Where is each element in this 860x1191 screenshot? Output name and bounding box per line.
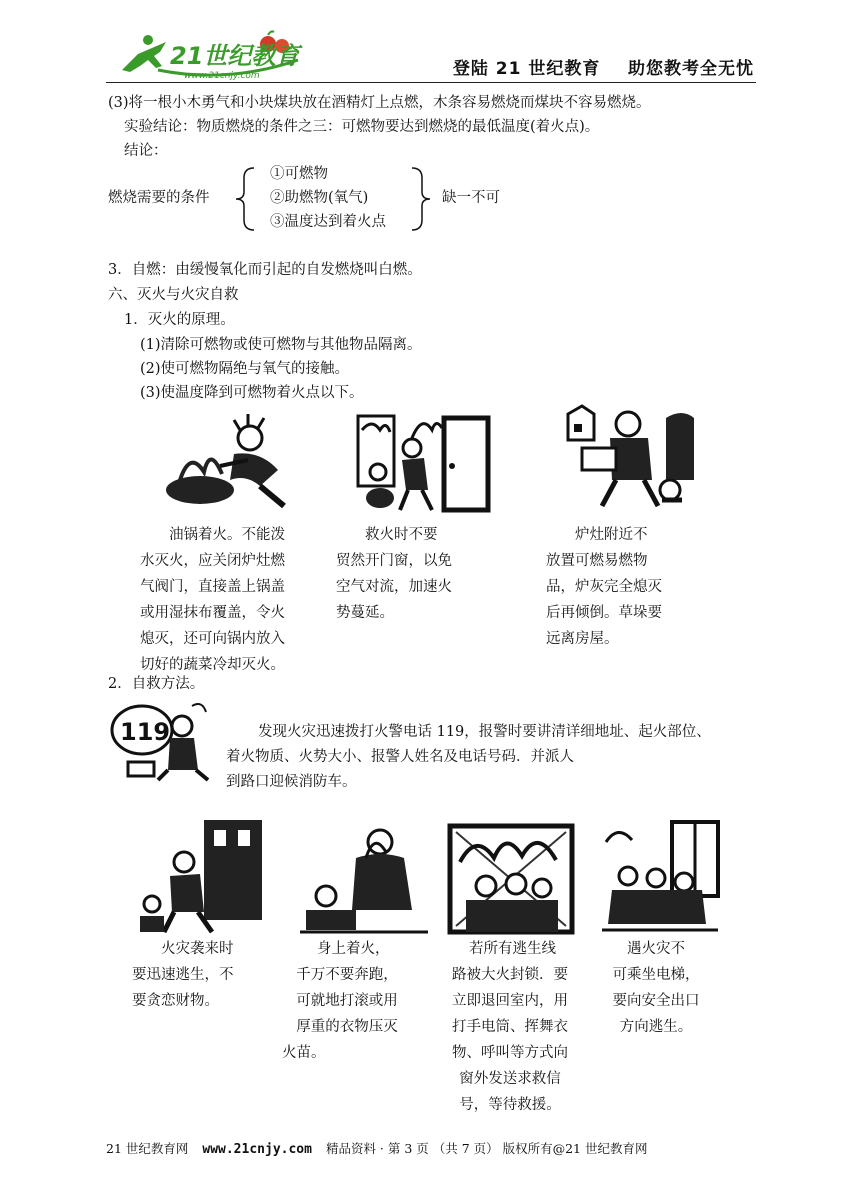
oil-pan-fire-icon — [160, 410, 292, 514]
avoid-elevator-icon — [598, 818, 722, 934]
header-divider — [106, 82, 756, 83]
caption-line: 或用湿抹布覆盖，令火 — [140, 605, 285, 621]
caption-line: 贸然开门窗，以免 — [336, 553, 452, 569]
footer-site: 21 世纪教育网 — [106, 1141, 189, 1156]
caption-line: 身上着火， — [288, 941, 390, 957]
principle-item: (2)使可燃物隔绝与氧气的接触。 — [140, 361, 350, 377]
caption-rolling — [282, 936, 412, 1066]
rescue-text: 发现火灾迅速拨打火警电话 119，报警时要讲清详细地址、起火部位、 — [258, 724, 711, 740]
caption-line: 油锅着火。不能泼 — [140, 527, 285, 543]
condition-item: ②助燃物(氧气) — [270, 190, 369, 206]
caption-line: 炉灶附近不 — [546, 527, 648, 543]
caption-elevator — [598, 936, 714, 1040]
caption-line: 路被大火封锁．要 — [452, 967, 568, 983]
caption-line: 窗外发送求救信 — [459, 1071, 561, 1087]
caption-line: 立即退回室内，用 — [452, 993, 568, 1009]
experiment-conclusion: 实验结论：物质燃烧的条件之三：可燃物要达到燃烧的最低温度(着火点)。 — [124, 119, 600, 135]
caption-line: 厚重的衣物压灭 — [296, 1019, 398, 1035]
escape-fire-icon — [134, 816, 266, 936]
footer — [106, 1139, 647, 1157]
caption-line: 远离房屋。 — [546, 631, 619, 647]
caption-line: 火灾袭来时 — [132, 941, 234, 957]
right-brace-icon — [404, 166, 434, 232]
caption-line: 熄灭，还可向锅内放入 — [140, 631, 285, 647]
caption-line: 水灭火，应关闭炉灶燃 — [140, 553, 285, 569]
caption-line: 火苗。 — [282, 1045, 326, 1061]
condition-item: ③温度达到着火点 — [270, 214, 386, 230]
caption-line: 若所有逃生线 — [440, 941, 556, 957]
rolling-on-ground-icon — [296, 822, 432, 938]
caption-line: 切好的蔬菜冷却灭火。 — [140, 657, 285, 673]
conditions-result: 缺一不可 — [442, 190, 500, 206]
rescue-text: 到路口迎候消防车。 — [226, 774, 357, 790]
caption-oil-fire — [140, 522, 285, 678]
caption-stove — [546, 522, 662, 652]
subsection-heading: 1．灭火的原理。 — [124, 312, 235, 328]
logo-runner-icon — [108, 26, 308, 82]
caption-line: 可就地打滚或用 — [296, 993, 398, 1009]
conclusion-label: 结论： — [124, 143, 168, 159]
caption-line: 品，炉灰完全熄灭 — [546, 579, 662, 595]
caption-line: 救火时不要 — [336, 527, 438, 543]
subsection-heading: 2．自救方法。 — [108, 676, 205, 692]
footer-info: 精品资料 · 第 3 页 （共 7 页） 版权所有@21 世纪教育网 — [325, 1141, 648, 1156]
caption-line: 空气对流，加速火 — [336, 579, 452, 595]
caption-line: 势蔓延。 — [336, 605, 394, 621]
rescue-text: 着火物质、火势大小、报警人姓名及电话号码．并派人 — [226, 749, 574, 765]
caption-open-door — [336, 522, 452, 626]
caption-line: 号，等待救援。 — [459, 1097, 561, 1113]
logo — [108, 26, 308, 82]
principle-item: (3)使温度降到可燃物着火点以下。 — [140, 385, 364, 401]
condition-item: ①可燃物 — [270, 166, 328, 182]
caption-escape — [132, 936, 234, 1014]
caption-line: 放置可燃易燃物 — [546, 553, 648, 569]
phone-number: 119 — [120, 718, 171, 746]
caption-line: 气阀门，直接盖上锅盖 — [140, 579, 285, 595]
caption-signal — [440, 936, 580, 1118]
caption-line: 后再倾倒。草垛要 — [546, 605, 662, 621]
caption-line: 千万不要奔跑， — [296, 967, 398, 983]
header-slogan: 登陆 21 世纪教育 助您教考全无忧 — [452, 59, 754, 79]
section-heading: 六、灭火与火灾自救 — [108, 287, 239, 303]
open-door-fire-icon — [352, 410, 492, 516]
conditions-label: 燃烧需要的条件 — [108, 190, 210, 206]
caption-line: 遇火灾不 — [598, 941, 685, 957]
logo-url: www.21cnjy.com — [184, 71, 260, 81]
signal-for-help-icon — [446, 822, 576, 936]
caption-line: 物、呼叫等方式向 — [452, 1045, 568, 1061]
caption-line: 要贪恋财物。 — [132, 993, 219, 1009]
caption-line: 要向安全出口 — [612, 993, 700, 1009]
experiment-line: (3)将一根小木勇气和小块煤块放在酒精灯上点燃，木条容易燃烧而煤块不容易燃烧。 — [108, 95, 651, 111]
caption-line: 可乘坐电梯， — [612, 967, 700, 983]
caption-line: 方向逃生。 — [619, 1019, 693, 1035]
phone-119-icon — [108, 700, 212, 782]
logo-text: 21世纪教育 — [170, 42, 300, 70]
left-brace-icon — [232, 166, 262, 232]
spontaneous-combustion: 3．自燃：由缓慢氧化而引起的自发燃烧叫白燃。 — [108, 262, 422, 278]
stove-ash-icon — [562, 404, 702, 512]
footer-url[interactable]: www.21cnjy.com — [202, 1142, 312, 1157]
caption-line: 打手电筒、挥舞衣 — [452, 1019, 568, 1035]
caption-line: 要迅速逃生，不 — [132, 967, 234, 983]
principle-item: (1)清除可燃物或使可燃物与其他物品隔离。 — [140, 337, 422, 353]
